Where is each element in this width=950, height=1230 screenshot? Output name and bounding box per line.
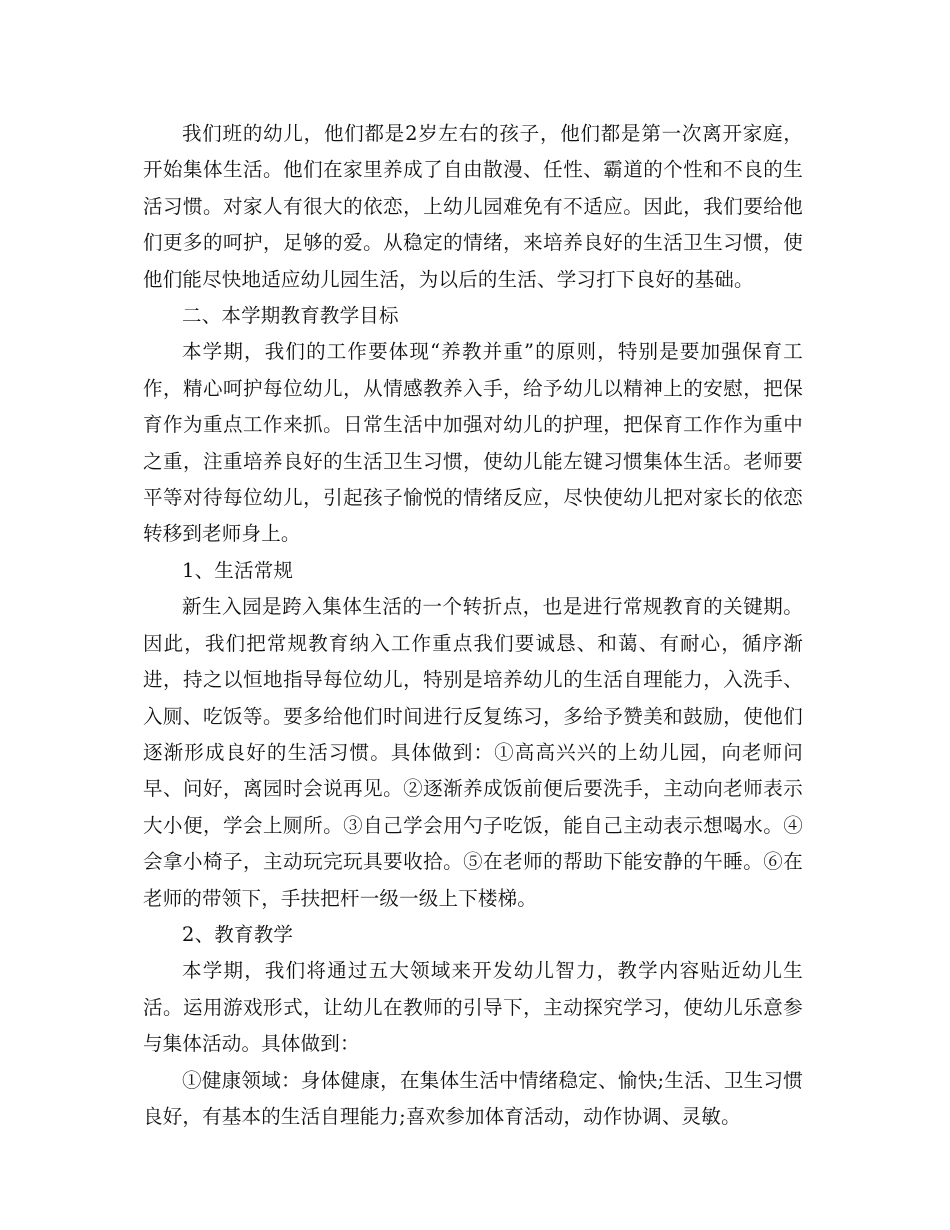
document-body — [143, 116, 803, 1135]
paragraph-intro: 我们班的幼儿，他们都是2岁左右的孩子，他们都是第一次离开家庭，开始集体生活。他们在家里养成了自由散漫、任性、霸道的个性和不良的生活习惯。对家人有很大的依恋，上幼儿园难免有不适应。因此，我们要给他们更多的呵护，足够的爱。从稳定的情绪，来培养良好的生活卫生习惯，使他们能尽快地适应幼儿园生活，为以后的生活、学习打下良好的基础。 — [143, 122, 803, 291]
subsection-heading-daily-routine: 1、生活常规 — [182, 558, 294, 582]
subsection-heading-teaching: 2、教育教学 — [182, 922, 294, 946]
section-heading-goals: 二、本学期教育教学目标 — [182, 304, 399, 328]
paragraph-goals: 本学期，我们的工作要体现“养教并重”的原则，特别是要加强保育工作，精心呵护每位幼儿，从情感教养入手，给予幼儿以精神上的安慰，把保育作为重点工作来抓。日常生活中加强对幼儿的护理，把保育工作作为重中之重，注重培养良好的生活卫生习惯，使幼儿能左键习惯集体生活。老师要平等对待每位幼儿，引起孩子愉悦的情绪反应，尽快使幼儿把对家长的依恋转移到老师身上。 — [143, 340, 803, 546]
paragraph-teaching: 本学期，我们将通过五大领域来开发幼儿智力，教学内容贴近幼儿生活。运用游戏形式，让幼儿在教师的引导下，主动探究学习，使幼儿乐意参与集体活动。具体做到： — [143, 959, 803, 1056]
paragraph-daily-routine: 新生入园是跨入集体生活的一个转折点，也是进行常规教育的关键期。因此，我们把常规教育纳入工作重点我们要诚恳、和蔼、有耐心，循序渐进，持之以恒地指导每位幼儿，特别是培养幼儿的生活自理能力，入洗手、入厕、吃饭等。要多给他们时间进行反复练习，多给予赞美和鼓励，使他们逐渐形成良好的生活习惯。具体做到：①高高兴兴的上幼儿园，向老师问早、问好，离园时会说再见。②逐渐养成饭前便后要洗手，主动向老师表示大小便，学会上厕所。③自己学会用勺子吃饭，能自己主动表示想喝水。④会拿小椅子，主动玩完玩具要收拾。⑤在老师的帮助下能安静的午睡。⑥在老师的带领下，手扶把杆一级一级上下楼梯。 — [143, 595, 803, 910]
paragraph-health-domain: ①健康领域：身体健康，在集体生活中情绪稳定、愉快;生活、卫生习惯良好，有基本的生活自理能力;喜欢参加体育活动，动作协调、灵敏。 — [143, 1068, 803, 1128]
